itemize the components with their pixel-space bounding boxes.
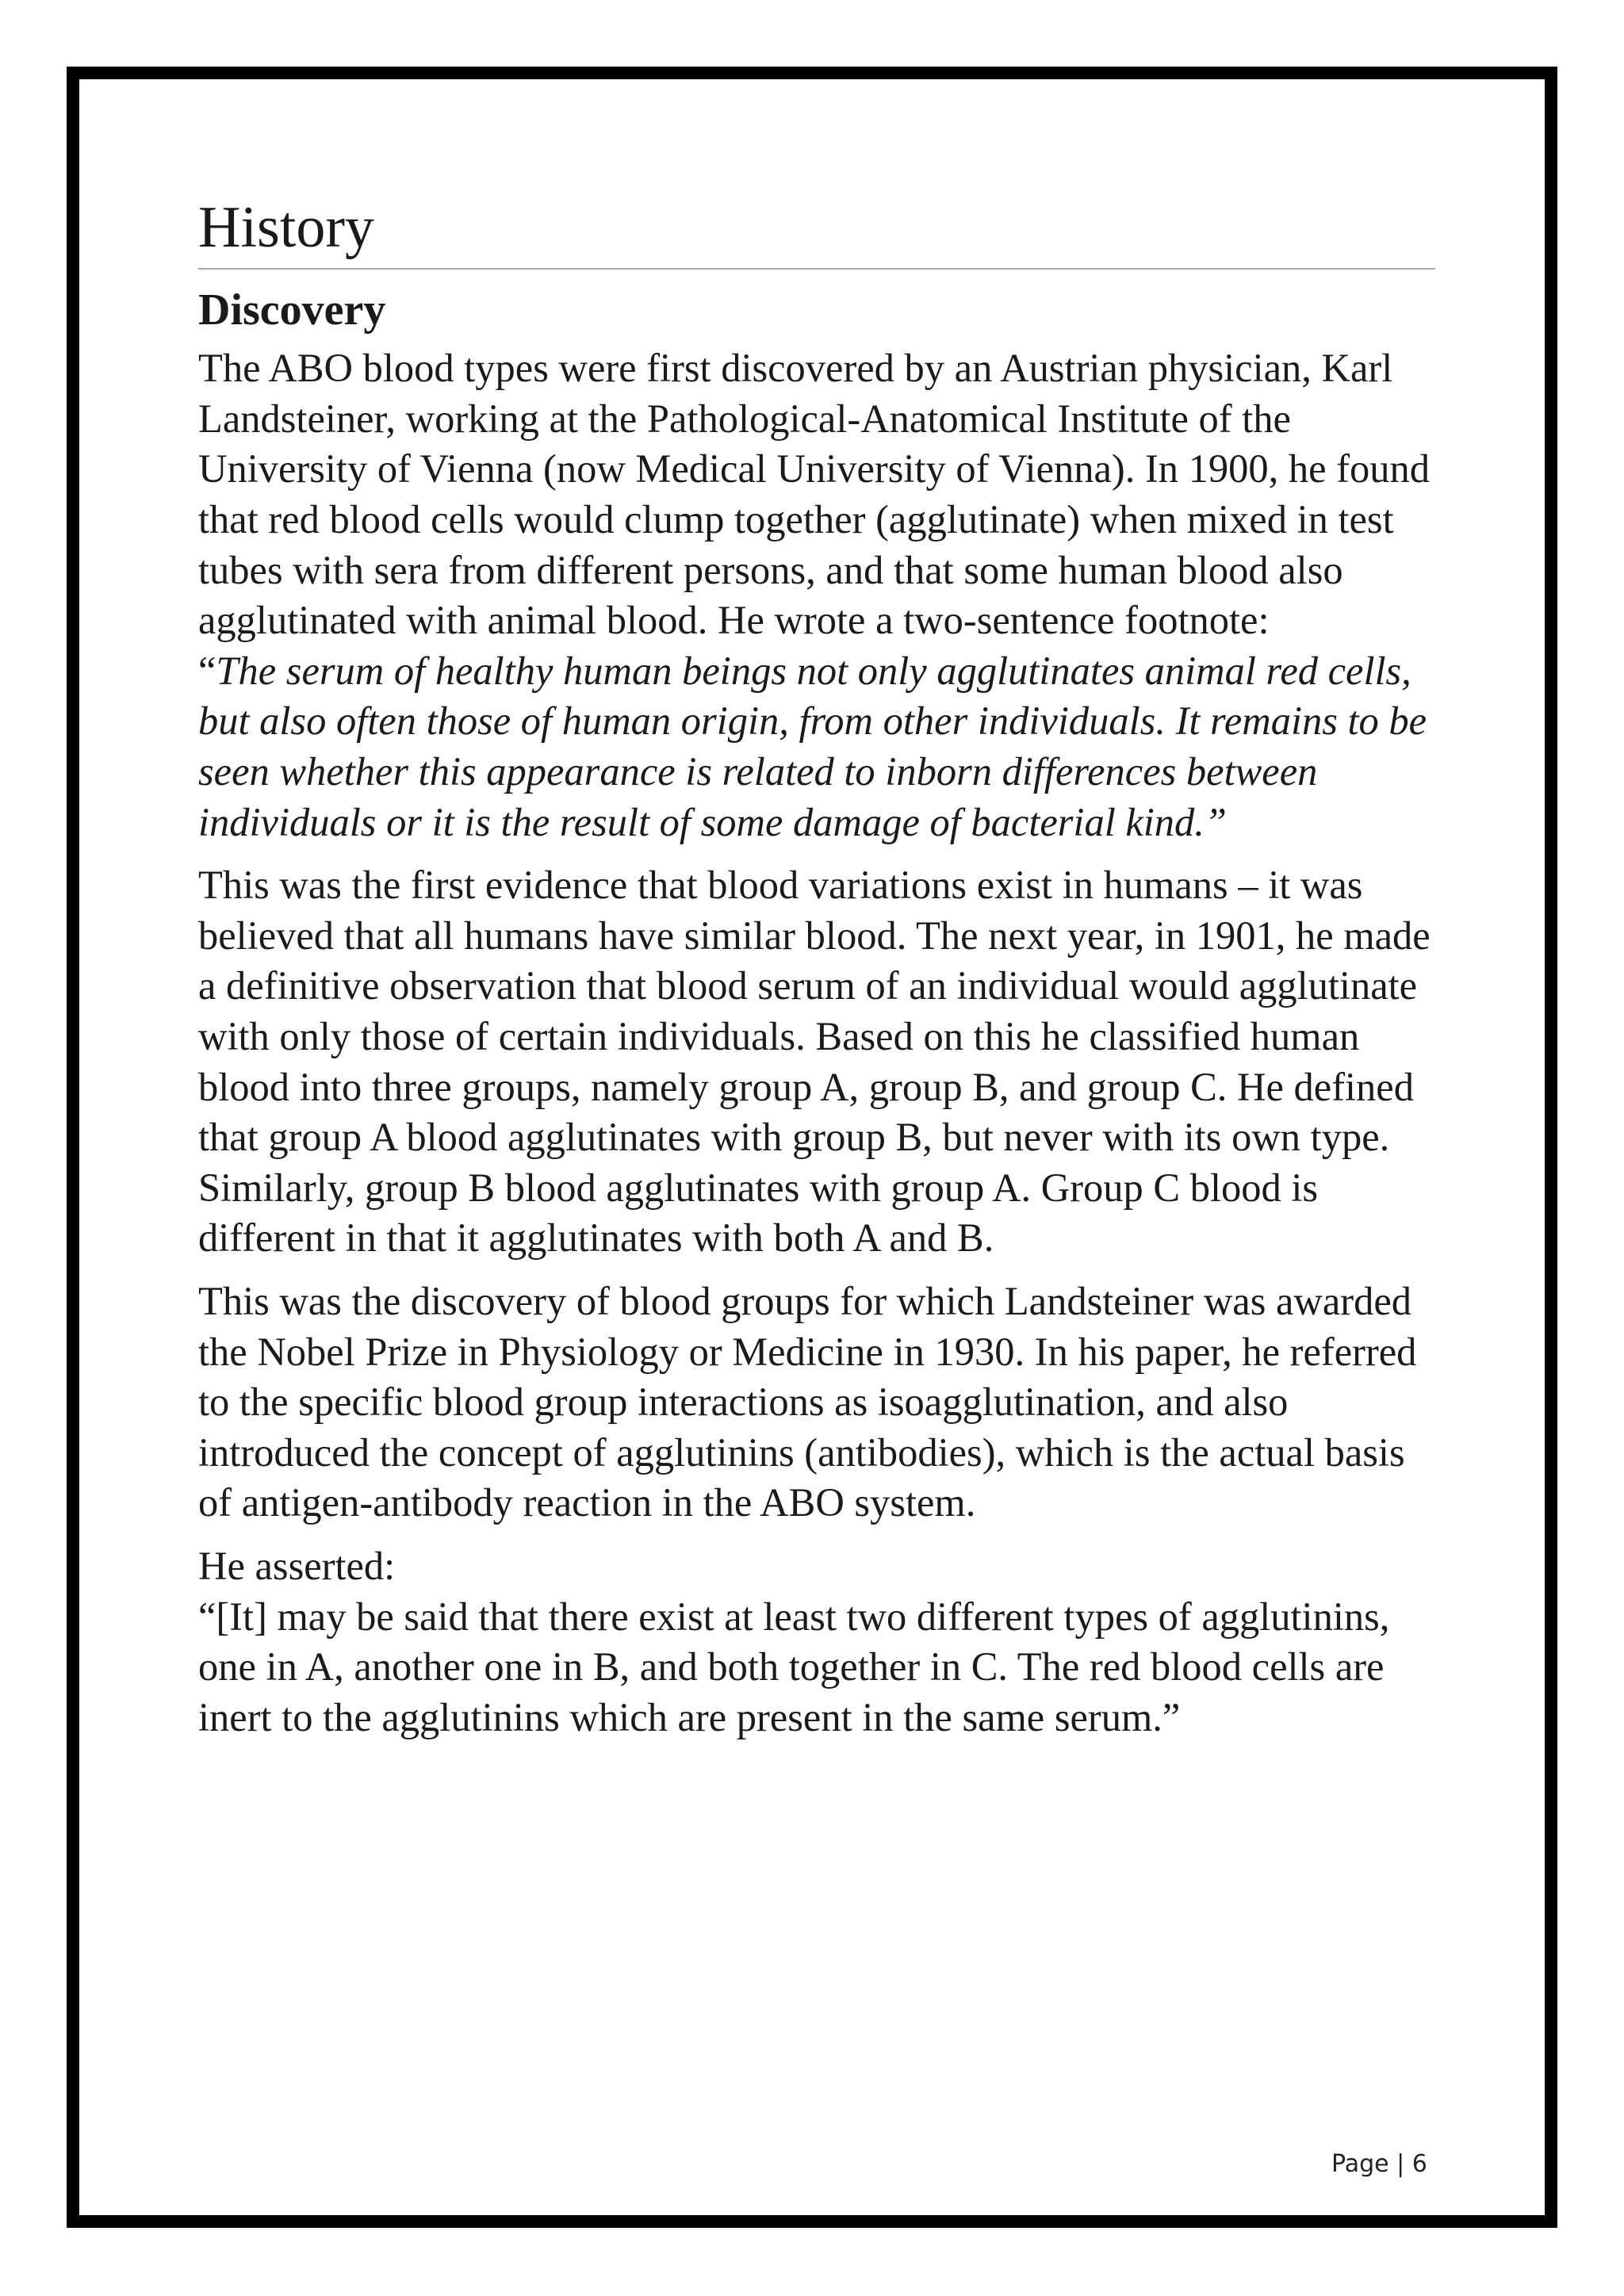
subsection-title: Discovery: [198, 285, 386, 335]
discovery-paragraph-block: [198, 343, 1435, 848]
section-title: History: [198, 194, 1435, 270]
page-content: [198, 194, 1435, 1743]
footnote-quote-text: The serum of healthy human beings not only agglutinates animal red cells, but also often those of human origin, from other individuals. It remains to be seen whether this appearance is related to inborn differences between individuals or it is the result of some damage of bacterial kind.”: [198, 648, 1427, 844]
page-number: Page | 6: [1331, 2150, 1427, 2178]
assertion-quote: “[It] may be said that there exist at least two different types of agglutinins, one in A, another one in B, and both together in C. The red blood cells are inert to the agglutinins which are present in the same serum.”: [198, 1594, 1390, 1739]
assertion-intro: He asserted:: [198, 1543, 396, 1588]
assertion-block: [198, 1541, 1435, 1743]
paragraph-2: This was the first evidence that blood variations exist in humans – it was believed that all humans have similar blood. The next year, in 1901, he made a definitive observation that blood serum of an individual would agglutinate with only those of certain individuals. Based on this he classified human blood into three groups, namely group A, group B, and group C. He defined that group A blood agglutinates with group B, but never with its own type. Similarly, group B blood agglutinates with group A. Group C blood is different in that it agglutinates with both A and B.: [198, 863, 1431, 1261]
quote-open-mark: “: [198, 648, 216, 693]
paragraph-3: This was the discovery of blood groups for which Landsteiner was awarded the Nobel Prize in Physiology or Medicine in 1930. In his paper, he referred to the specific blood group interactions as isoagglutination, and also introduced the concept of agglutinins (antibodies), which is the actual basis of antigen-antibody reaction in the ABO system.: [198, 1278, 1417, 1525]
paragraph-1: The ABO blood types were first discovered by an Austrian physician, Karl Landsteiner, working at the Pathological-Anatomical Institute of the University of Vienna (now Medical University of Vienna). In 1900, he found that red blood cells would clump together (agglutinate) when mixed in test tubes with sera from different persons, and that some human blood also agglutinated with animal blood. He wrote a two-sentence footnote:: [198, 346, 1431, 643]
footnote-quote: [198, 646, 1435, 848]
